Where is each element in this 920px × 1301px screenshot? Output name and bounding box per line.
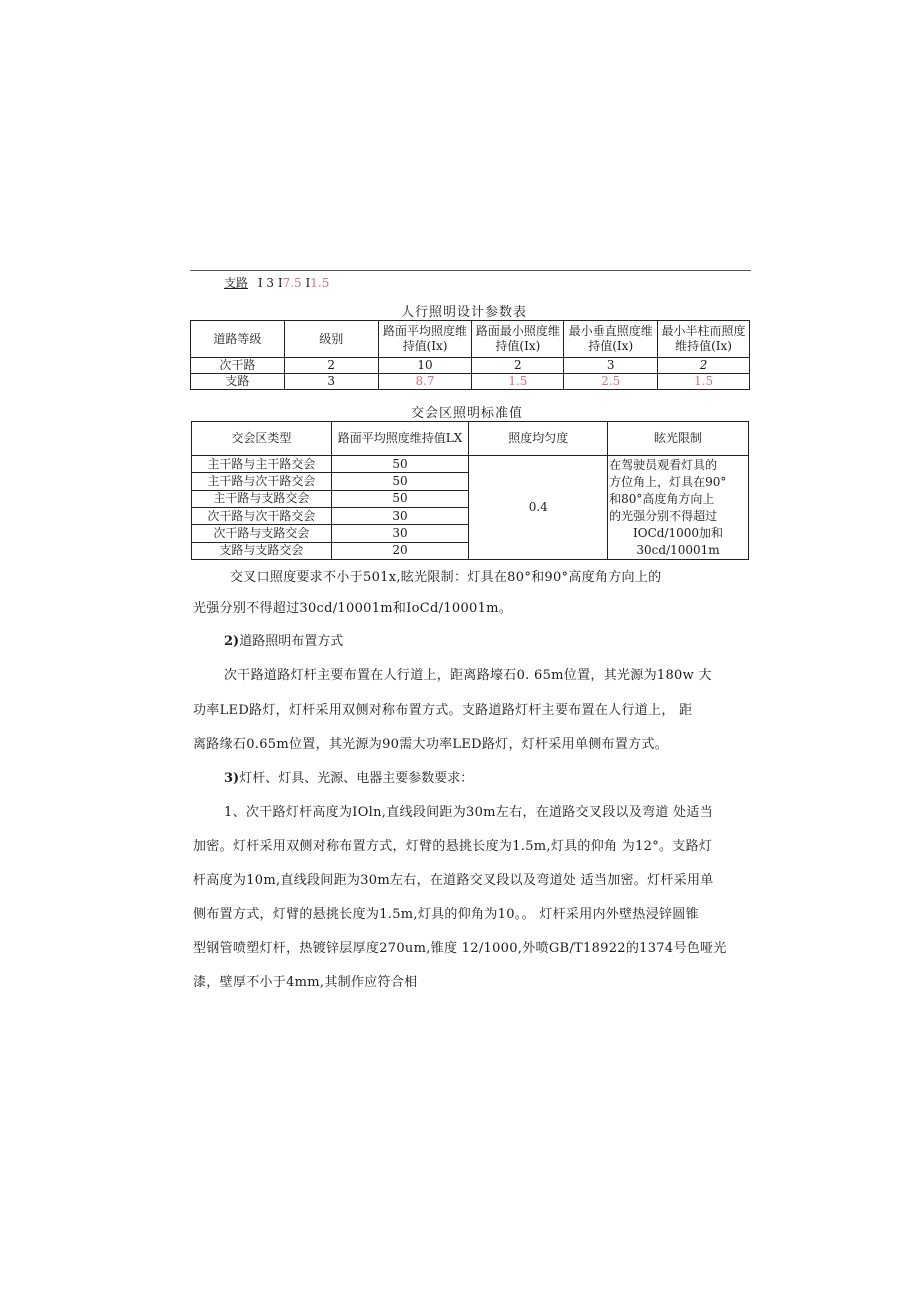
cell: 1.5 (658, 374, 750, 390)
cell: 50 (331, 490, 469, 507)
para3-line2: 加密。灯杆采用双侧对称布置方式，灯臂的悬挑长度为1.5m,灯具的仰角 为12°。支路灯 (193, 839, 713, 854)
cell: 支路与支路交会 (192, 542, 332, 559)
cell: 10 (378, 358, 472, 374)
glare-limit-text (608, 456, 749, 560)
cell: 次干路 (191, 358, 285, 374)
cell: 2 (284, 358, 378, 374)
para1-line1: 交叉口照度要求不小于501x,眩光限制：灯具在80°和90°高度角方向上的 (230, 570, 662, 585)
section-number: 3) (224, 771, 240, 786)
cell: 30 (331, 525, 469, 542)
cell: 3 (284, 374, 378, 390)
para3-line1: 1、次干路灯杆高度为IOln,直线段间距为30m左右，在道路交叉段以及弯道 处适当 (224, 805, 714, 820)
cell: 主干路与次干路交会 (192, 473, 332, 490)
section-title: 灯杆、灯具、光源、电器主要参数要求： (239, 771, 474, 786)
top-rule (190, 270, 751, 271)
section-number: 2) (224, 634, 240, 649)
cell: 主干路与主干路交会 (192, 456, 332, 473)
cell: 20 (331, 542, 469, 559)
para2-line1: 次干路道路灯杆主要布置在人行道上，距离路壕石0. 65m位置，其光源为180w 大 (224, 668, 712, 683)
intersection-lighting-table (191, 421, 749, 560)
pedestrian-lighting-table (190, 320, 750, 390)
para3-line3: 杆高度为10m,直线段间距为30m左右，在道路交叉段以及弯道处 适当加密。灯杆采用单 (193, 873, 714, 888)
t1-header-min-semicylindrical: 最小半柱而照度维持值(Ix) (658, 321, 750, 358)
fragment-value-1: I 3 I (257, 276, 283, 290)
para3-line4: 侧布置方式，灯臂的悬挑长度为1.5m,灯具的仰角为10。。 灯杆采用内外壁热浸锌圆锥 (193, 907, 699, 922)
t2-header-glare-limit: 眩光限制 (608, 422, 749, 456)
para2-line3: 离路缘石0.65m位置，其光源为90需大功率LED路灯，灯杆采用单侧布置方式。 (193, 737, 669, 752)
cell: 2.5 (564, 374, 658, 390)
cell: 3 (564, 358, 658, 374)
cell: 主干路与支路交会 (192, 490, 332, 507)
cell: 8.7 (378, 374, 472, 390)
t2-header-avg-illuminance: 路面平均照度维持值LX (331, 422, 469, 456)
cell: 50 (331, 473, 469, 490)
para3-line6: 漆，壁厚不小于4mm,其制作应符合相 (193, 975, 418, 990)
uniformity-value: 0.4 (469, 456, 608, 560)
t1-header-level: 级别 (284, 321, 378, 358)
cell: 次干路与次干路交会 (192, 507, 332, 524)
t2-header-uniformity: 照度均匀度 (469, 422, 608, 456)
cell: 2 (472, 358, 564, 374)
cell: 50 (331, 456, 469, 473)
glare-line: 在驾驶员观看灯具的 (609, 458, 718, 472)
para1-line2: 光强分别不得超过30cd/10001m和IoCd/10001m。 (193, 601, 513, 616)
para3-line5: 型钢管喷塑灯杆，热镀锌层厚度270um,锥度 12/1000,外喷GB/T18922的1374号色哑光 (193, 941, 727, 956)
table2-caption: 交会区照明标准值 (411, 406, 524, 421)
cell: 30 (331, 507, 469, 524)
glare-line: IOCd/1000加和 (633, 526, 724, 540)
glare-line: 方位角上，灯具在90° (609, 475, 727, 489)
section-title: 道路照明布置方式 (239, 634, 344, 649)
fragment-value-3: I (305, 276, 311, 290)
table-row (191, 358, 750, 374)
t1-header-road-grade: 道路等级 (191, 321, 285, 358)
glare-line: 30cd/10001m (636, 543, 720, 557)
fragment-label: 支路 (224, 276, 249, 290)
t1-header-min-vertical: 最小垂直照度维持值(Ix) (564, 321, 658, 358)
table1-caption: 人行照明设计参数表 (401, 305, 528, 320)
t1-header-avg-illuminance: 路面平均照度维持值(Ix) (378, 321, 472, 358)
cell: 1.5 (472, 374, 564, 390)
cell: 次干路与支路交会 (192, 525, 332, 542)
fragment-value-4: 1.5 (310, 276, 330, 290)
table-row (192, 456, 749, 473)
para2-line2: 功率LED路灯，灯杆采用双侧对称布置方式。支路道路灯杆主要布置在人行道上， 距 (193, 703, 693, 718)
t1-header-min-illuminance: 路面最小照度维持值(Ix) (472, 321, 564, 358)
cell: 支路 (191, 374, 285, 390)
table-fragment-row (224, 274, 329, 291)
section-heading-2 (224, 630, 343, 649)
table-row (191, 374, 750, 390)
glare-line: 的光强分别不得超过 (609, 509, 718, 523)
section-heading-3 (224, 767, 473, 786)
t2-header-type: 交会区类型 (192, 422, 332, 456)
cell: 2 (658, 358, 750, 374)
fragment-value-2: 7.5 (282, 276, 302, 290)
glare-line: 和80°高度角方向上 (609, 492, 715, 506)
